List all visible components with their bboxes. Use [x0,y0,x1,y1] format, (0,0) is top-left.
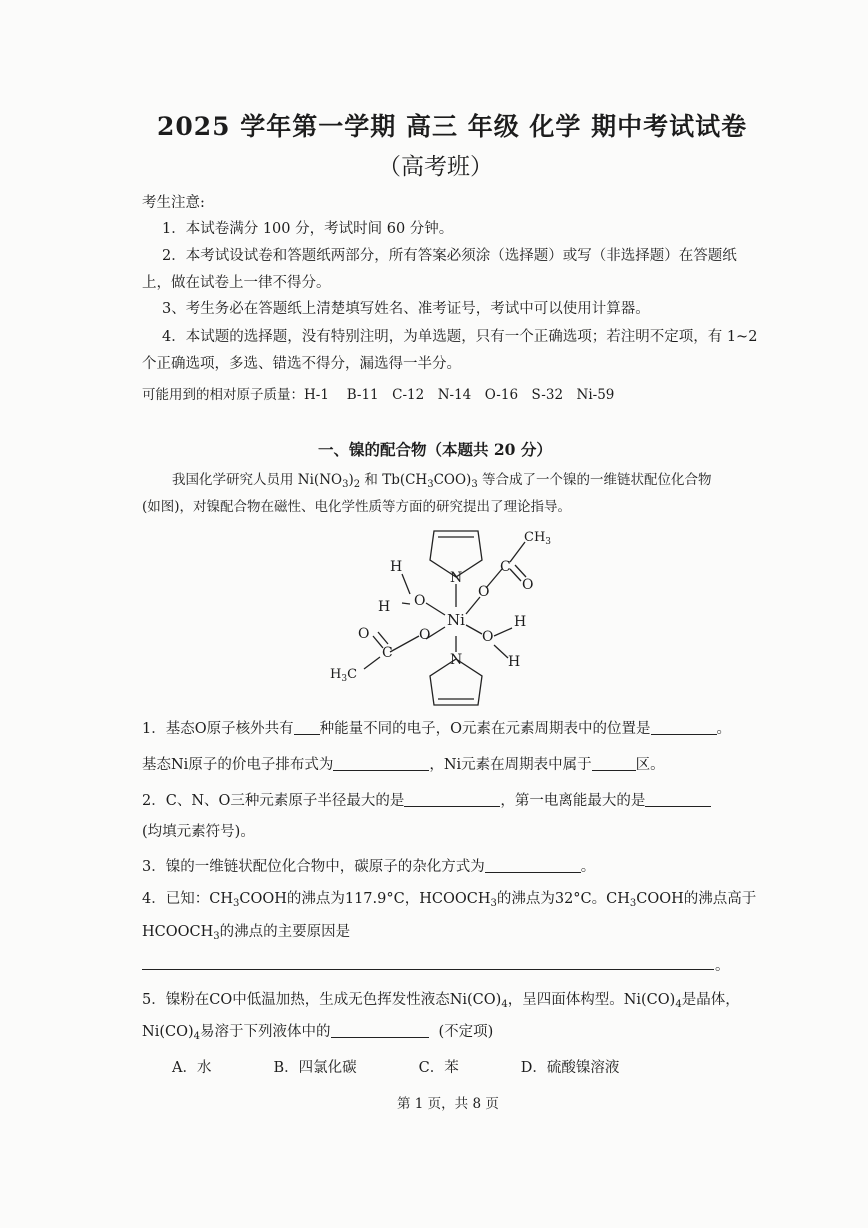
answer-blank[interactable] [645,792,711,807]
notice-item: 2．本考试设试卷和答题纸两部分，所有答案必须涂（选择题）或写（非选择题）在答题纸 [162,248,737,264]
exam-title: 2025 学年第一学期 高三 年级 化学 期中考试试卷 [157,112,748,141]
question-3: 3．镍的一维链状配位化合物中，碳原子的杂化方式为 。 [142,859,596,875]
answer-blank[interactable] [592,756,636,771]
c-atom-label: C [382,645,393,661]
answer-blank[interactable] [651,720,717,735]
h-atom-label: H [378,599,391,615]
o-atom-label: O [482,629,494,645]
option-b[interactable]: B．四氯化碳 [273,1060,357,1076]
h-atom-label: H [514,614,527,630]
question-4-cont: $HCOOCH_3$的沸点的主要原因是 [142,924,351,942]
answer-line[interactable] [142,968,714,970]
notice-item: 3、考生务必在答题纸上清楚填写姓名、准考证号，考试中可以使用计算器。 [162,301,650,317]
page-number: 第 1 页，共 8 页 [397,1096,499,1112]
question-1: 1．基态O原子核外共有 种能量不同的电子，O元素在元素周期表中的位置是 。 [142,721,732,737]
option-a[interactable]: A．水 [172,1060,212,1076]
notice-heading: 考生注意: [142,195,205,211]
ni-atom-label: Ni [447,611,465,629]
question-4: 4．已知：$CH_3COOH$的沸点为117.9°C，$HCOOCH_3$的沸点为32°C。$CH_3COOH$的沸点高于 [142,891,757,909]
question-4-end: 。 [715,958,730,974]
question-5: 5．镍粉在CO中低温加热，生成无色挥发性液态$Ni(CO)_4$，呈四面体构型。$Ni(CO)_4$是晶体， [142,992,740,1010]
answer-blank[interactable] [404,792,500,807]
options-row [172,1058,619,1078]
section-heading: 一、镍的配合物（本题共 20 分） [318,440,552,459]
exam-subtitle: （高考班） [378,154,493,180]
h-atom-label: H [508,654,521,670]
o-atom-label: O [478,584,490,600]
notice-item: 上，做在试卷上一律不得分。 [142,275,331,291]
o-atom-label: O [358,626,370,642]
answer-blank[interactable] [294,720,320,735]
methyl-label: $CH_3$ [524,530,552,547]
nickel-complex-structure [318,525,568,710]
question-1-cont: 基态Ni原子的价电子排布式为 ，Ni元素在周期表中属于 区。 [142,757,665,773]
notice-item: 4．本试题的选择题，没有特别注明，为单选题，只有一个正确选项；若注明不定项，有 1~2 [162,329,758,345]
answer-blank[interactable] [333,756,429,771]
atomic-masses: 可能用到的相对原子质量：H-1 B-11 C-12 N-14 O-16 S-32 Ni-59 [142,387,615,403]
question-2: 2．C、N、O三种元素原子半径最大的是 ，第一电离能最大的是 [142,791,711,811]
structure-bonds [364,531,526,705]
h-atom-label: H [390,559,403,575]
o-atom-label: O [522,577,534,593]
option-d[interactable]: D．硫酸镍溶液 [520,1060,620,1076]
n-atom-label: N [450,570,463,586]
option-c[interactable]: C．苯 [418,1060,459,1076]
o-atom-label: O [414,593,426,609]
notice-item: 1．本试卷满分 100 分，考试时间 60 分钟。 [162,221,454,237]
n-atom-label: N [450,652,463,668]
c-atom-label: C [500,559,511,575]
question-5-cont: $Ni(CO)_4$易溶于下列液体中的 (不定项) [142,1024,494,1042]
question-2-cont: (均填元素符号)。 [142,824,255,840]
section-intro: 我国化学研究人员用 $Ni(NO_3)_2$ 和 $Tb(CH_3COO)_3$ 等合成了一个镍的一维链状配位化合物 [172,472,712,490]
notice-item: 个正确选项，多选、错选不得分，漏选得一半分。 [142,356,461,372]
methyl-label: $H_3C$ [330,667,358,684]
section-intro-2: (如图)，对镍配合物在磁性、电化学性质等方面的研究提出了理论指导。 [142,499,572,515]
answer-blank[interactable] [331,1023,429,1038]
o-atom-label: O [419,627,431,643]
answer-blank[interactable] [485,858,581,873]
